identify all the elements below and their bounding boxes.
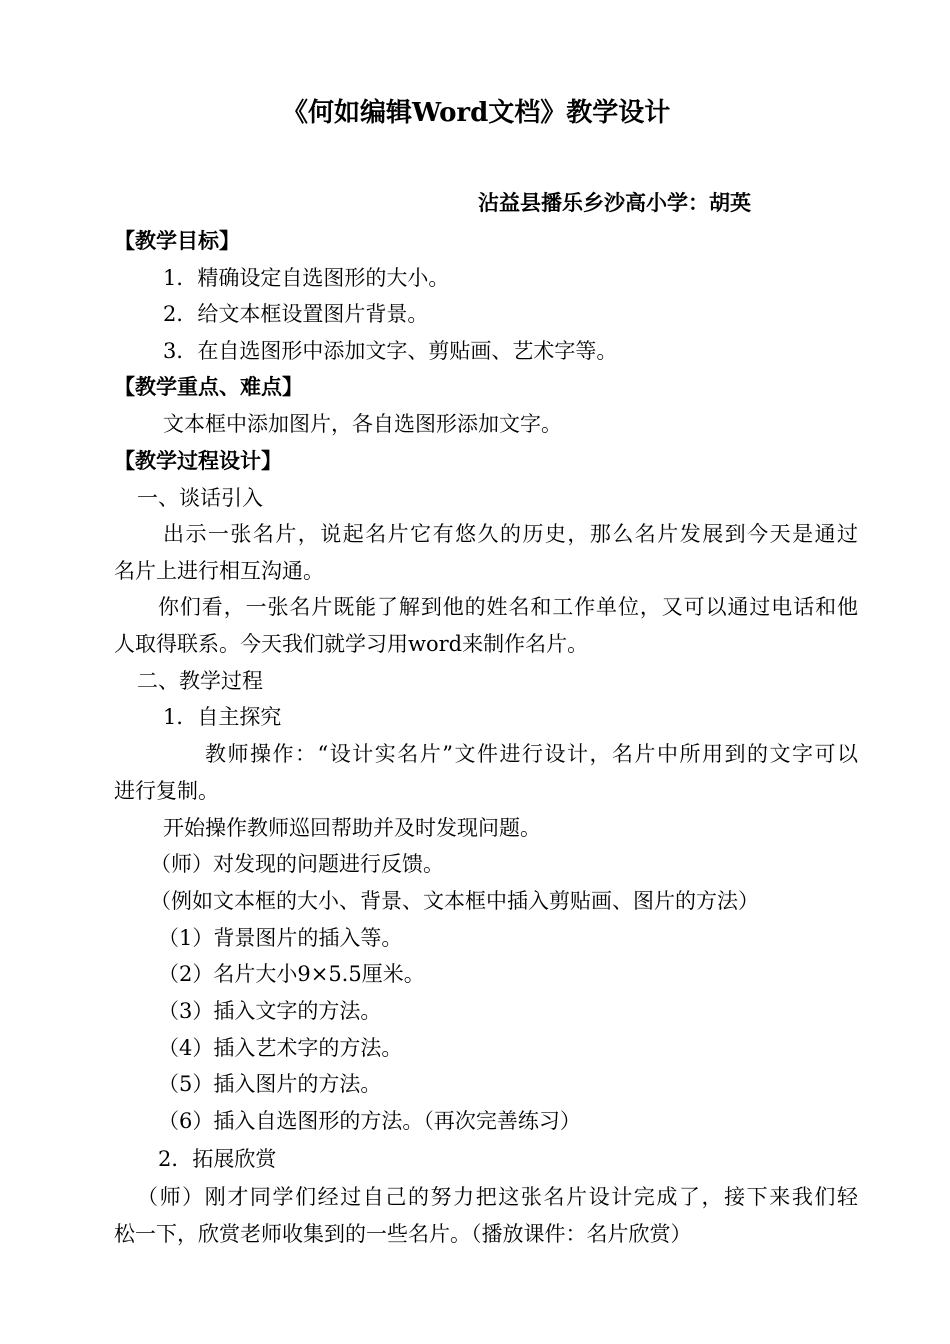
operation-line-1: 教师操作：“设计实名片”文件进行设计，名片中所用到的文字可以 [205, 742, 858, 766]
step-item: （5）插入图片的方法。 [158, 1072, 382, 1096]
process-heading: 【教学过程设计】 [114, 448, 282, 473]
objectives-heading: 【教学目标】 [114, 228, 240, 253]
feedback-text: （师）对发现的问题进行反馈。 [150, 852, 444, 876]
subsection-2: 2．拓展欣赏 [158, 1147, 277, 1171]
step-item: （1）背景图片的插入等。 [158, 926, 403, 950]
objective-item: 3．在自选图形中添加文字、剪贴画、艺术字等。 [163, 339, 618, 363]
closing-line-2: 松一下，欣赏老师收集到的一些名片。（播放课件：名片欣赏） [114, 1222, 692, 1246]
closing-line-1: （师）刚才同学们经过自己的努力把这张名片设计完成了，接下来我们轻 [137, 1185, 858, 1209]
intro-paragraph-2-line-2: 人取得联系。今天我们就学习用word来制作名片。 [114, 632, 589, 656]
teach-heading: 二、教学过程 [137, 669, 263, 693]
keypoints-heading: 【教学重点、难点】 [114, 374, 303, 399]
subsection-1: 1．自主探究 [163, 705, 282, 729]
operation-line-2: 进行复制。 [114, 779, 219, 803]
intro-paragraph-2-line-1: 你们看，一张名片既能了解到他的姓名和工作单位，又可以通过电话和他 [158, 595, 858, 619]
step-item: （6）插入自选图形的方法。（再次完善练习） [158, 1109, 581, 1133]
document-title: 《何如编辑Word文档》教学设计 [282, 98, 671, 128]
intro-paragraph-1-line-2: 名片上进行相互沟通。 [114, 559, 324, 583]
author-line: 沾益县播乐乡沙高小学：胡英 [478, 190, 751, 215]
step-item: （3）插入文字的方法。 [158, 999, 382, 1023]
intro-heading: 一、谈话引入 [137, 486, 263, 510]
keypoints-text: 文本框中添加图片，各自选图形添加文字。 [163, 412, 562, 436]
step-item: （4）插入艺术字的方法。 [158, 1036, 403, 1060]
start-text: 开始操作教师巡回帮助并及时发现问题。 [163, 816, 541, 840]
intro-paragraph-1-line-1: 出示一张名片，说起名片它有悠久的历史，那么名片发展到今天是通过 [163, 522, 858, 546]
objective-item: 1．精确设定自选图形的大小。 [163, 266, 450, 290]
examples-text: （例如文本框的大小、背景、文本框中插入剪贴画、图片的方法） [150, 889, 759, 913]
step-item: （2）名片大小9×5.5厘米。 [158, 962, 425, 986]
objective-item: 2．给文本框设置图片背景。 [163, 302, 429, 326]
